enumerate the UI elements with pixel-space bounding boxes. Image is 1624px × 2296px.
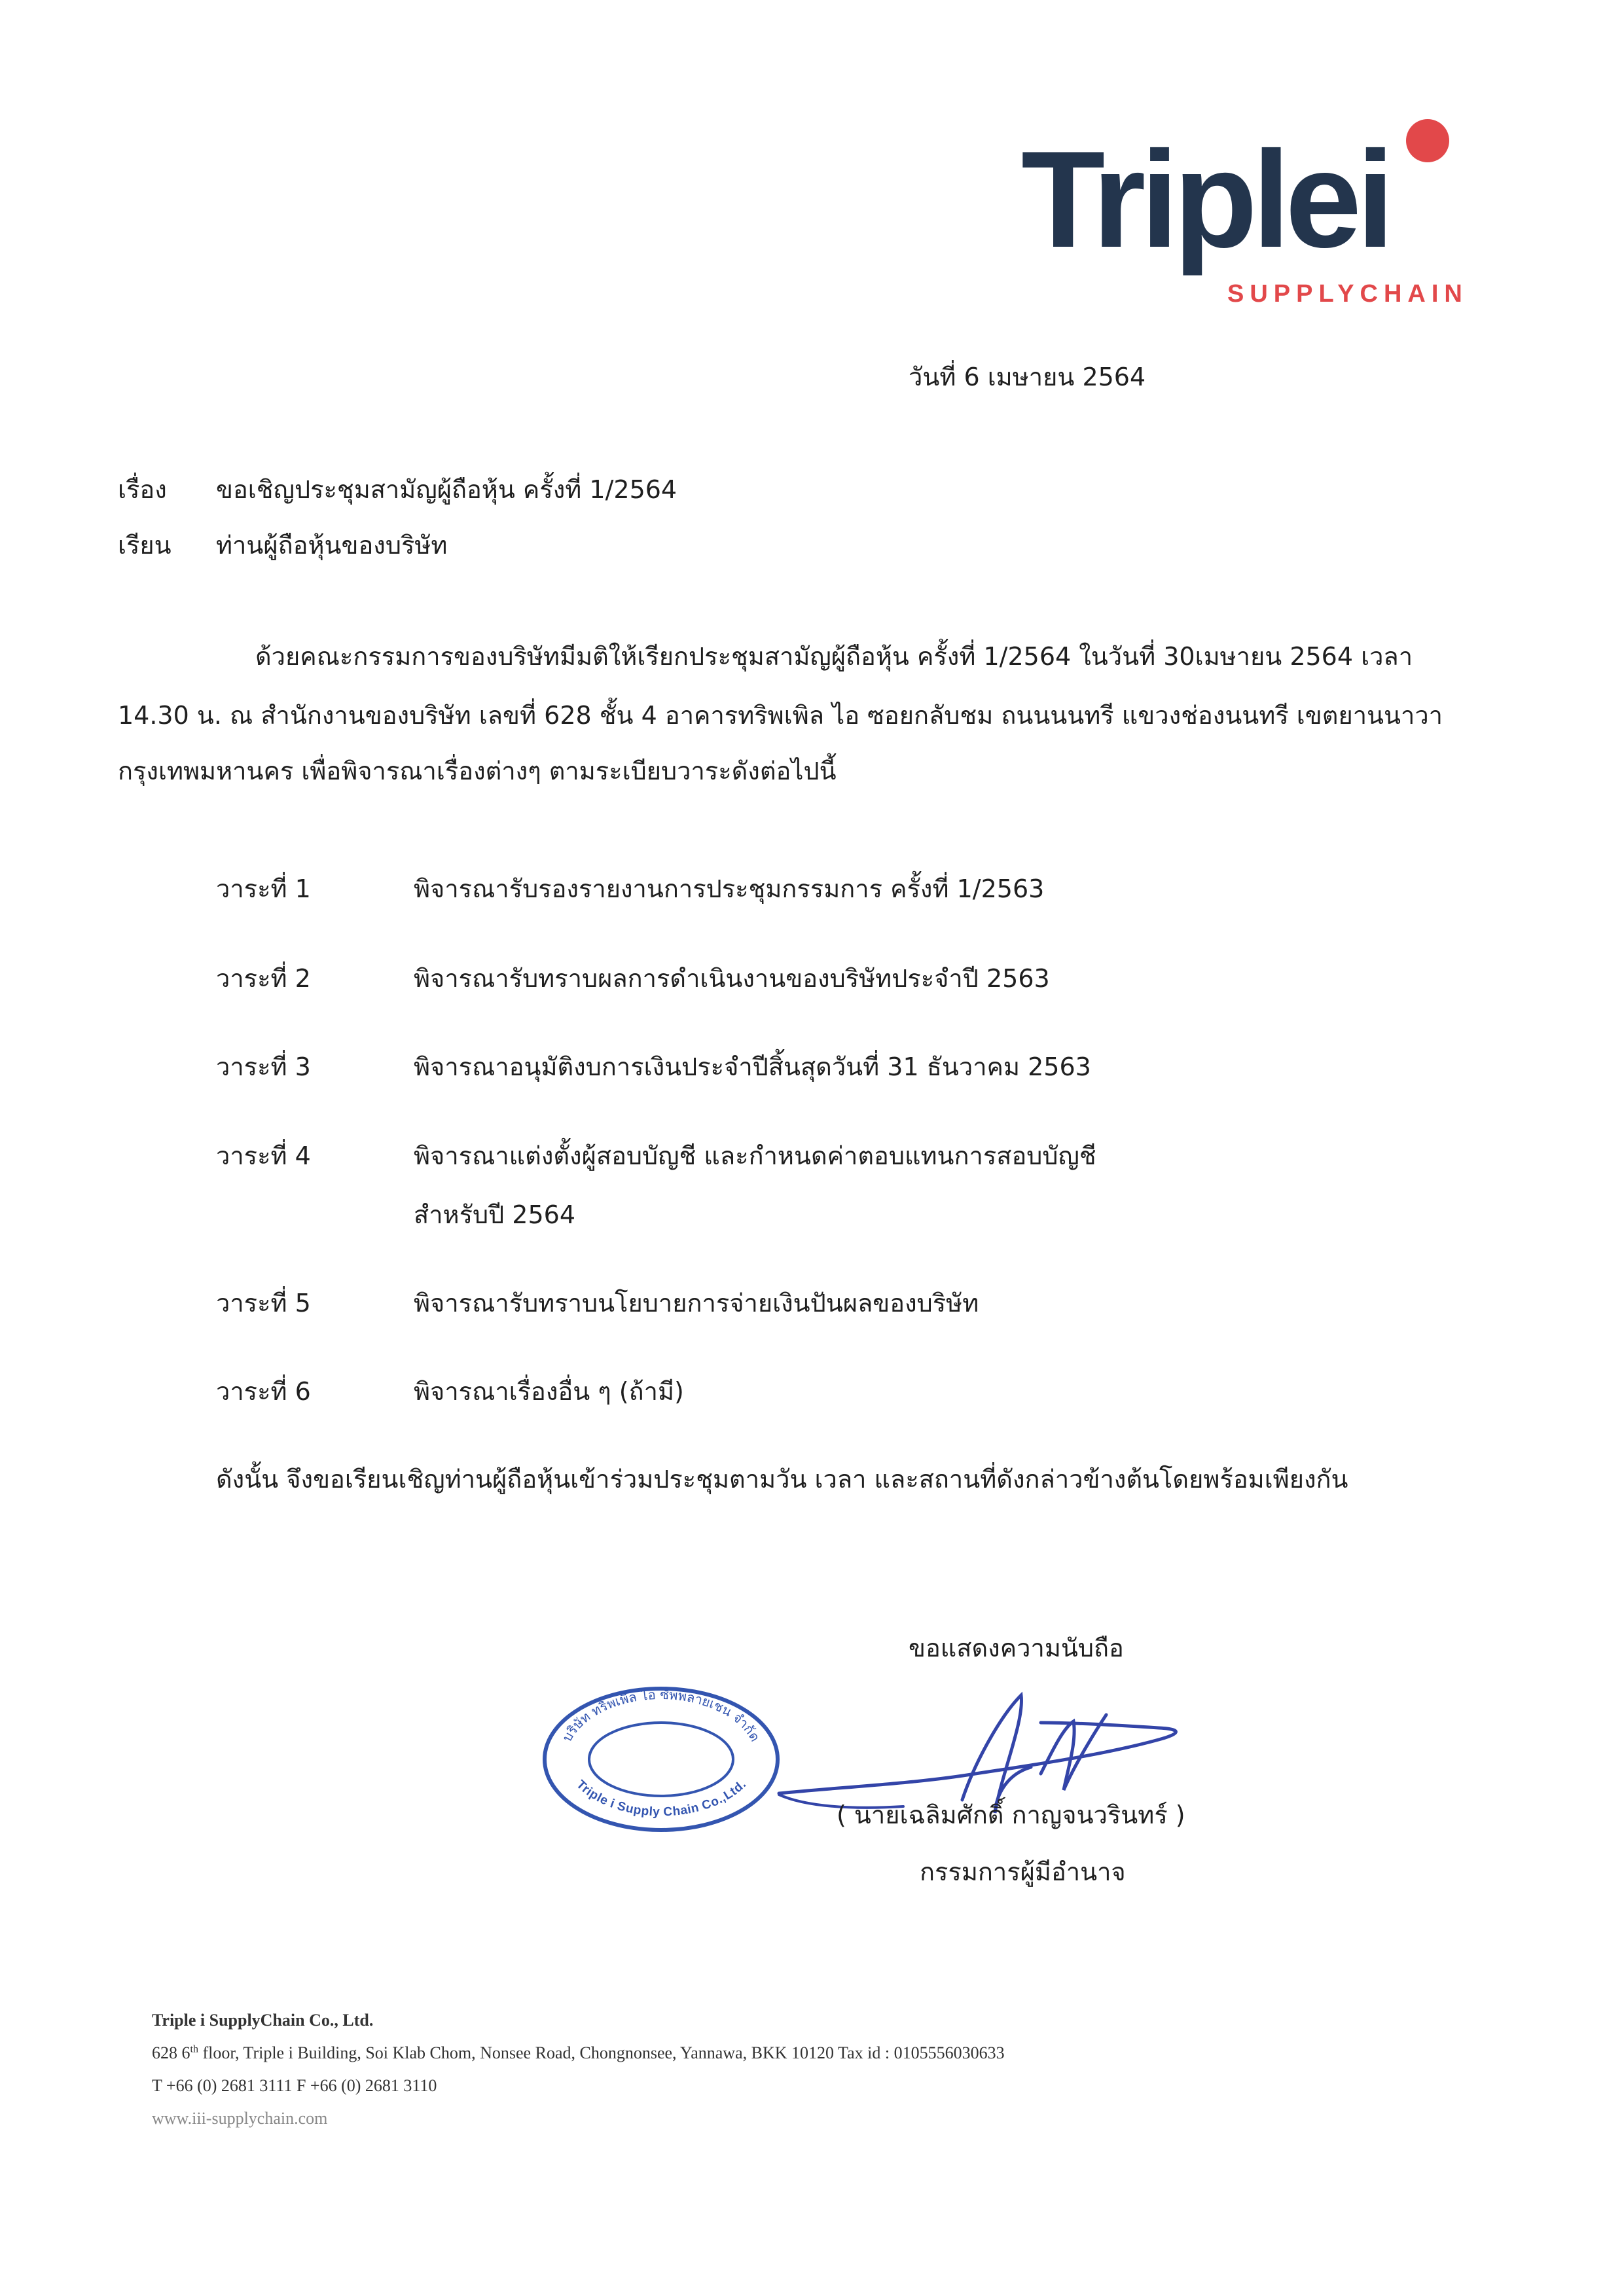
logo-tagline: SUPPLYCHAIN	[1227, 280, 1468, 308]
agenda-number: วาระที่ 4	[216, 1141, 311, 1170]
logo-dot-icon	[1406, 119, 1449, 162]
footer-address: 628 6th floor, Triple i Building, Soi Klab Chom, Nonsee Road, Chongnonsee, Yannawa, BKK 10120 Tax id : 0105556030633	[152, 2043, 1005, 2062]
addressee-text: ท่านผู้ถือหุ้นของบริษัท	[216, 531, 448, 560]
signer-title: กรรมการผู้มีอำนาจ	[920, 1857, 1126, 1886]
addressee-label: เรียน	[118, 531, 171, 560]
logo-wordmark: Triplei	[1021, 122, 1390, 276]
agenda-number: วาระที่ 3	[216, 1052, 311, 1081]
agenda-number: วาระที่ 1	[216, 874, 311, 903]
agenda-item-text: พิจารณาอนุมัติงบการเงินประจำปีสิ้นสุดวันที่ 31 ธันวาคม 2563	[414, 1052, 1091, 1081]
company-stamp	[537, 1682, 785, 1833]
footer-phone: T +66 (0) 2681 3111 F +66 (0) 2681 3110	[152, 2076, 437, 2095]
closing-line: ดังนั้น จึงขอเรียนเชิญท่านผู้ถือหุ้นเข้าร่วมประชุมตามวัน เวลา และสถานที่ดังกล่าวข้างต้นโดยพร้อมเพียงกัน	[216, 1465, 1348, 1494]
footer-website[interactable]: www.iii-supplychain.com	[152, 2109, 328, 2128]
agenda-item-text: พิจารณารับรองรายงานการประชุมกรรมการ ครั้งที่ 1/2563	[414, 874, 1045, 903]
stamp-bottom-text: Triple i Supply Chain Co.,Ltd.	[573, 1778, 749, 1820]
agenda-item-text: พิจารณารับทราบผลการดำเนินงานของบริษัทประจำปี 2563	[414, 964, 1050, 993]
intro-line-2: 14.30 น. ณ สำนักงานของบริษัท เลขที่ 628 ชั้น 4 อาคารทริพเพิล ไอ ซอยกลับชม ถนนนนทรี แขวงช่องนนทรี เขตยานนาวา	[118, 701, 1443, 730]
agenda-item-text: พิจารณาเรื่องอื่น ๆ (ถ้ามี)	[414, 1377, 684, 1406]
subject-text: ขอเชิญประชุมสามัญผู้ถือหุ้น ครั้งที่ 1/2564	[216, 475, 677, 504]
letter-date: วันที่ 6 เมษายน 2564	[909, 363, 1146, 391]
intro-line-1: ด้วยคณะกรรมการของบริษัทมีมติให้เรียกประชุมสามัญผู้ถือหุ้น ครั้งที่ 1/2564 ในวันที่ 30เมษายน 2564 เวลา	[255, 642, 1413, 671]
agenda-number: วาระที่ 2	[216, 964, 311, 993]
footer-company: Triple i SupplyChain Co., Ltd.	[152, 2011, 374, 2030]
agenda-item-text: พิจารณารับทราบนโยบายการจ่ายเงินปันผลของบริษัท	[414, 1289, 979, 1318]
signer-name: ( นายเฉลิมศักดิ์ กาญจนวรินทร์ )	[837, 1801, 1185, 1829]
intro-line-3: กรุงเทพมหานคร เพื่อพิจารณาเรื่องต่างๆ ตามระเบียบวาระดังต่อไปนี้	[118, 757, 837, 785]
agenda-number: วาระที่ 6	[216, 1377, 311, 1406]
agenda-item-text: พิจารณาแต่งตั้งผู้สอบบัญชี และกำหนดค่าตอบแทนการสอบบัญชี	[414, 1141, 1096, 1170]
company-logo	[1021, 111, 1492, 308]
sign-off: ขอแสดงความนับถือ	[909, 1634, 1124, 1662]
agenda-number: วาระที่ 5	[216, 1289, 311, 1318]
subject-label: เรื่อง	[118, 475, 167, 504]
agenda-item-text-continued: สำหรับปี 2564	[414, 1200, 576, 1229]
stamp-top-text: บริษัท ทริพเพิล ไอ ซัพพลายเชน จำกัด	[558, 1686, 764, 1744]
